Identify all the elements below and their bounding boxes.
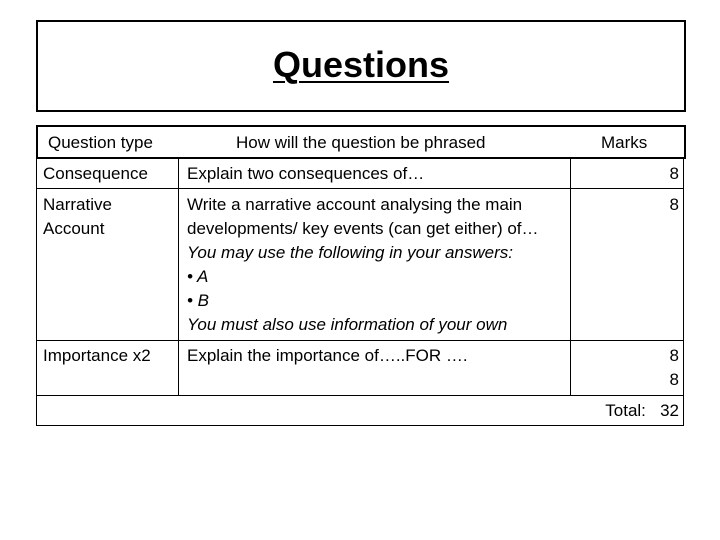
total-value: 32: [660, 401, 679, 420]
marks-value: 8: [669, 195, 679, 214]
row-phrasing: [187, 162, 424, 186]
header-marks: Marks: [601, 133, 648, 152]
row-question-type-line: Narrative: [43, 195, 112, 214]
phrasing-line: You must also use information of your own: [187, 315, 508, 334]
row-marks: [670, 344, 679, 392]
row-divider-2: [36, 340, 684, 341]
row-marks: [670, 162, 679, 186]
marks-value: 8: [669, 370, 679, 389]
table-border-bottom: [36, 425, 684, 426]
phrasing-line: developments/ key events (can get either) of…: [187, 219, 539, 238]
marks-value: 8: [669, 164, 679, 183]
row-question-type-line: Account: [43, 219, 105, 238]
title-box: [36, 20, 686, 112]
row-marks: [670, 193, 679, 217]
phrasing-line: Explain two consequences of…: [187, 164, 425, 183]
table-row: [43, 344, 151, 368]
marks-value: 8: [669, 346, 679, 365]
total-row: [605, 399, 679, 423]
row-phrasing: [187, 193, 539, 337]
phrasing-line: Write a narrative account analysing the main: [187, 195, 523, 214]
table-row: [43, 162, 148, 186]
phrasing-bullet: • B: [187, 291, 210, 310]
table-row: [43, 193, 112, 241]
header-question-type: Question type: [48, 133, 153, 152]
row-divider-3: [36, 395, 684, 396]
row-phrasing: [187, 344, 468, 368]
phrasing-line: Explain the importance of…..FOR ….: [187, 346, 468, 365]
total-label: Total:: [605, 401, 646, 420]
row-question-type: Consequence: [43, 164, 148, 183]
phrasing-line: You may use the following in your answers:: [187, 243, 514, 262]
questions-table: [36, 159, 684, 426]
table-border-right: [683, 159, 684, 426]
phrasing-bullet: • A: [187, 267, 209, 286]
column-divider-type: [178, 159, 179, 395]
header-phrasing: How will the question be phrased: [236, 133, 486, 152]
table-header: [36, 125, 686, 159]
table-border-left: [36, 159, 37, 426]
column-divider-marks: [570, 159, 571, 395]
row-divider-1: [36, 188, 684, 189]
row-question-type: Importance x2: [43, 346, 151, 365]
page-title: Questions: [272, 44, 450, 85]
